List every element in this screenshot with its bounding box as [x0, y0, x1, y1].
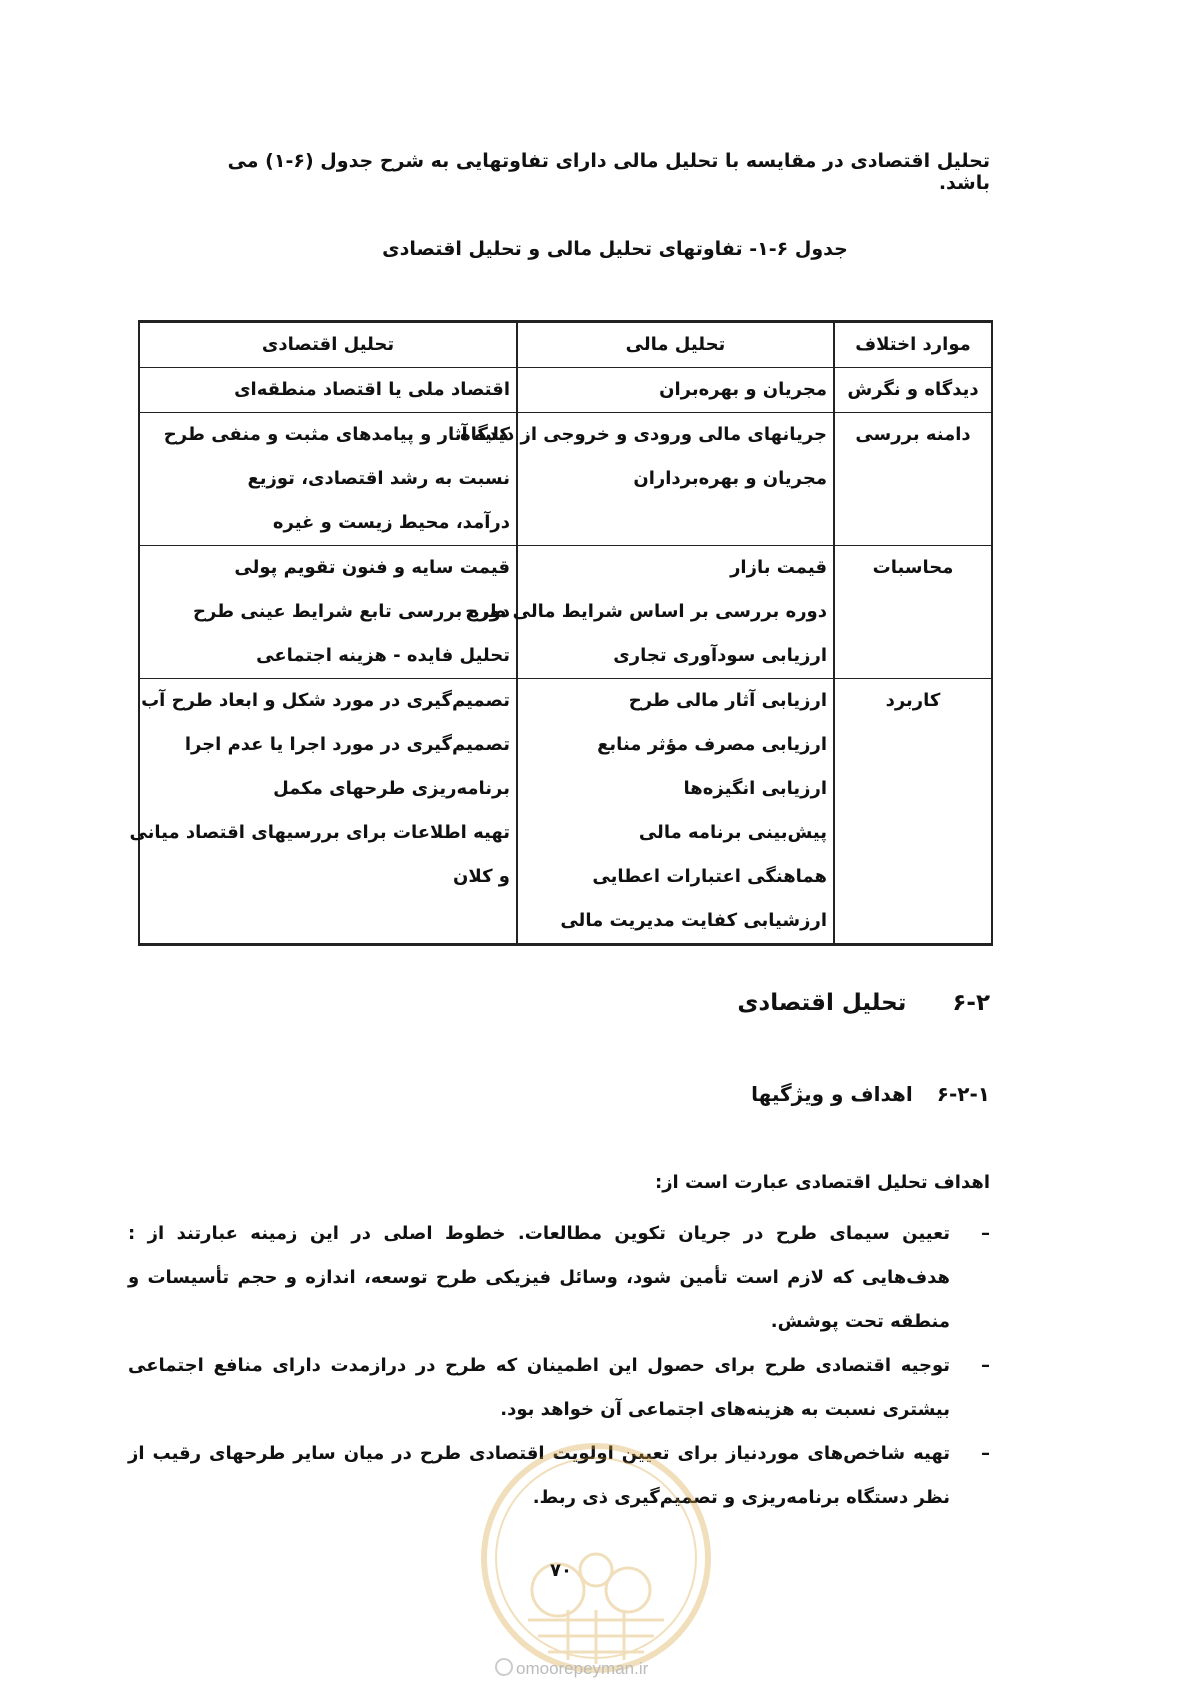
cell-line: اقتصاد ملی یا اقتصاد منطقه‌ای	[234, 379, 510, 400]
table-row	[139, 413, 992, 546]
cell-line: هماهنگی اعتبارات اعطایی	[592, 866, 827, 887]
cell-line: تصمیم‌گیری در مورد شکل و ابعاد طرح آب	[141, 690, 510, 711]
comparison-table	[129, 320, 993, 946]
goals-lead: اهداف تحلیل اقتصادی عبارت است از:	[655, 1172, 990, 1193]
cell-line: تصمیم‌گیری در مورد اجرا یا عدم اجرا	[184, 734, 510, 755]
cell-line: دوره بررسی تابع شرایط عینی طرح	[193, 601, 510, 622]
subsection-heading	[751, 1082, 990, 1106]
cell-line: تحلیل فایده - هزینه اجتماعی	[256, 645, 510, 666]
table-cell	[834, 368, 992, 413]
cell-line: مجریان و بهره‌برداران	[633, 468, 827, 489]
table-row	[139, 679, 992, 945]
cell-line: درآمد، محیط زیست و غیره	[272, 512, 510, 533]
column-header-label: تحلیل مالی	[625, 334, 726, 355]
table-cell	[129, 679, 517, 945]
cell-line: نسبت به رشد اقتصادی، توزیع	[247, 468, 510, 489]
table-row	[139, 368, 992, 413]
list-item: – توجیه اقتصادی طرح برای حصول این اطمینان که طرح در درازمدت دارای منافع اجتماعی بیشتری نسبت به هزینه‌های اجتماعی آن خواهد بود.	[128, 1355, 990, 1420]
column-header	[834, 322, 992, 368]
cell-line: محاسبات	[872, 557, 954, 578]
section-title: تحلیل اقتصادی	[737, 990, 907, 1016]
cell-line: ارزیابی مصرف مؤثر منابع	[597, 734, 827, 755]
list-item: – تعیین سیمای طرح در جریان تکوین مطالعات. خطوط اصلی در این زمینه عبارتند از : هدف‌هایی که لازم است تأمین شود، وسائل فیزیکی طرح توسعه، اندازه و حجم تأسیسات و منطقه تحت پوشش.	[128, 1223, 990, 1332]
cell-line: ارزیابی سودآوری تجاری	[613, 645, 827, 666]
cell-line: برنامه‌ریزی طرحهای مکمل	[273, 778, 510, 799]
cell-line: ارزیابی انگیزه‌ها	[683, 778, 827, 799]
cell-line: جریانهای مالی ورودی و خروجی از دیدگاه	[459, 424, 827, 445]
page-number: ۷۰	[550, 1560, 572, 1581]
cell-line: کلیه آثار و پیامدهای مثبت و منفی طرح	[163, 424, 510, 445]
table-cell	[459, 413, 834, 546]
list-item: – تهیه شاخص‌های موردنیاز برای تعیین اولویت اقتصادی طرح در میان سایر طرحهای رقیب از نظر دستگاه برنامه‌ریزی و تصمیم‌گیری ذی ربط.	[128, 1443, 990, 1508]
cell-line: پیش‌بینی برنامه مالی	[638, 822, 827, 843]
section-number: ۶-۲	[952, 990, 990, 1016]
table-cell	[465, 546, 834, 679]
table-cell	[517, 368, 834, 413]
column-header-label: موارد اختلاف	[855, 334, 971, 355]
table-header-row	[139, 322, 992, 368]
section-heading	[737, 990, 990, 1016]
cell-line: و کلان	[453, 866, 510, 887]
column-header-label: تحلیل اقتصادی	[261, 334, 395, 355]
cell-line: ارزیابی آثار مالی طرح	[628, 690, 827, 711]
table-row	[139, 546, 992, 679]
cell-line: مجریان و بهره‌بران	[659, 379, 827, 400]
table-cell	[139, 546, 517, 679]
cell-line: تهیه اطلاعات برای بررسیهای اقتصاد میانی	[129, 822, 510, 843]
table-caption: جدول ۶-۱- تفاوتهای تحلیل مالی و تحلیل اقتصادی	[382, 238, 848, 260]
cell-line: کاربرد	[885, 690, 941, 711]
watermark-seal	[478, 1440, 714, 1676]
table-cell	[834, 679, 992, 945]
cell-line: قیمت سایه و فنون تقویم پولی	[234, 557, 510, 578]
watermark-site: omoorepeyman.ir	[495, 1658, 648, 1679]
table-cell	[517, 679, 834, 945]
column-header	[139, 322, 517, 368]
subsection-number: ۶-۲-۱	[936, 1082, 990, 1106]
cell-line: قیمت بازار	[730, 557, 827, 578]
table-cell	[834, 546, 992, 679]
cell-line: ارزشیابی کفایت مدیریت مالی	[560, 910, 827, 931]
subsection-title: اهداف و ویژگیها	[751, 1082, 913, 1106]
table-cell	[139, 413, 517, 546]
instagram-icon	[495, 1658, 513, 1676]
cell-line: دیدگاه و نگرش	[847, 379, 979, 400]
intro-paragraph: تحلیل اقتصادی در مقایسه با تحلیل مالی دارای تفاوتهایی به شرح جدول (۶-۱) می باشد.	[227, 150, 990, 194]
table-cell	[834, 413, 992, 546]
cell-line: دوره بررسی بر اساس شرایط مالی طرح	[465, 601, 827, 622]
cell-line: دامنه بررسی	[855, 424, 971, 445]
column-header	[517, 322, 834, 368]
table-cell	[139, 368, 517, 413]
